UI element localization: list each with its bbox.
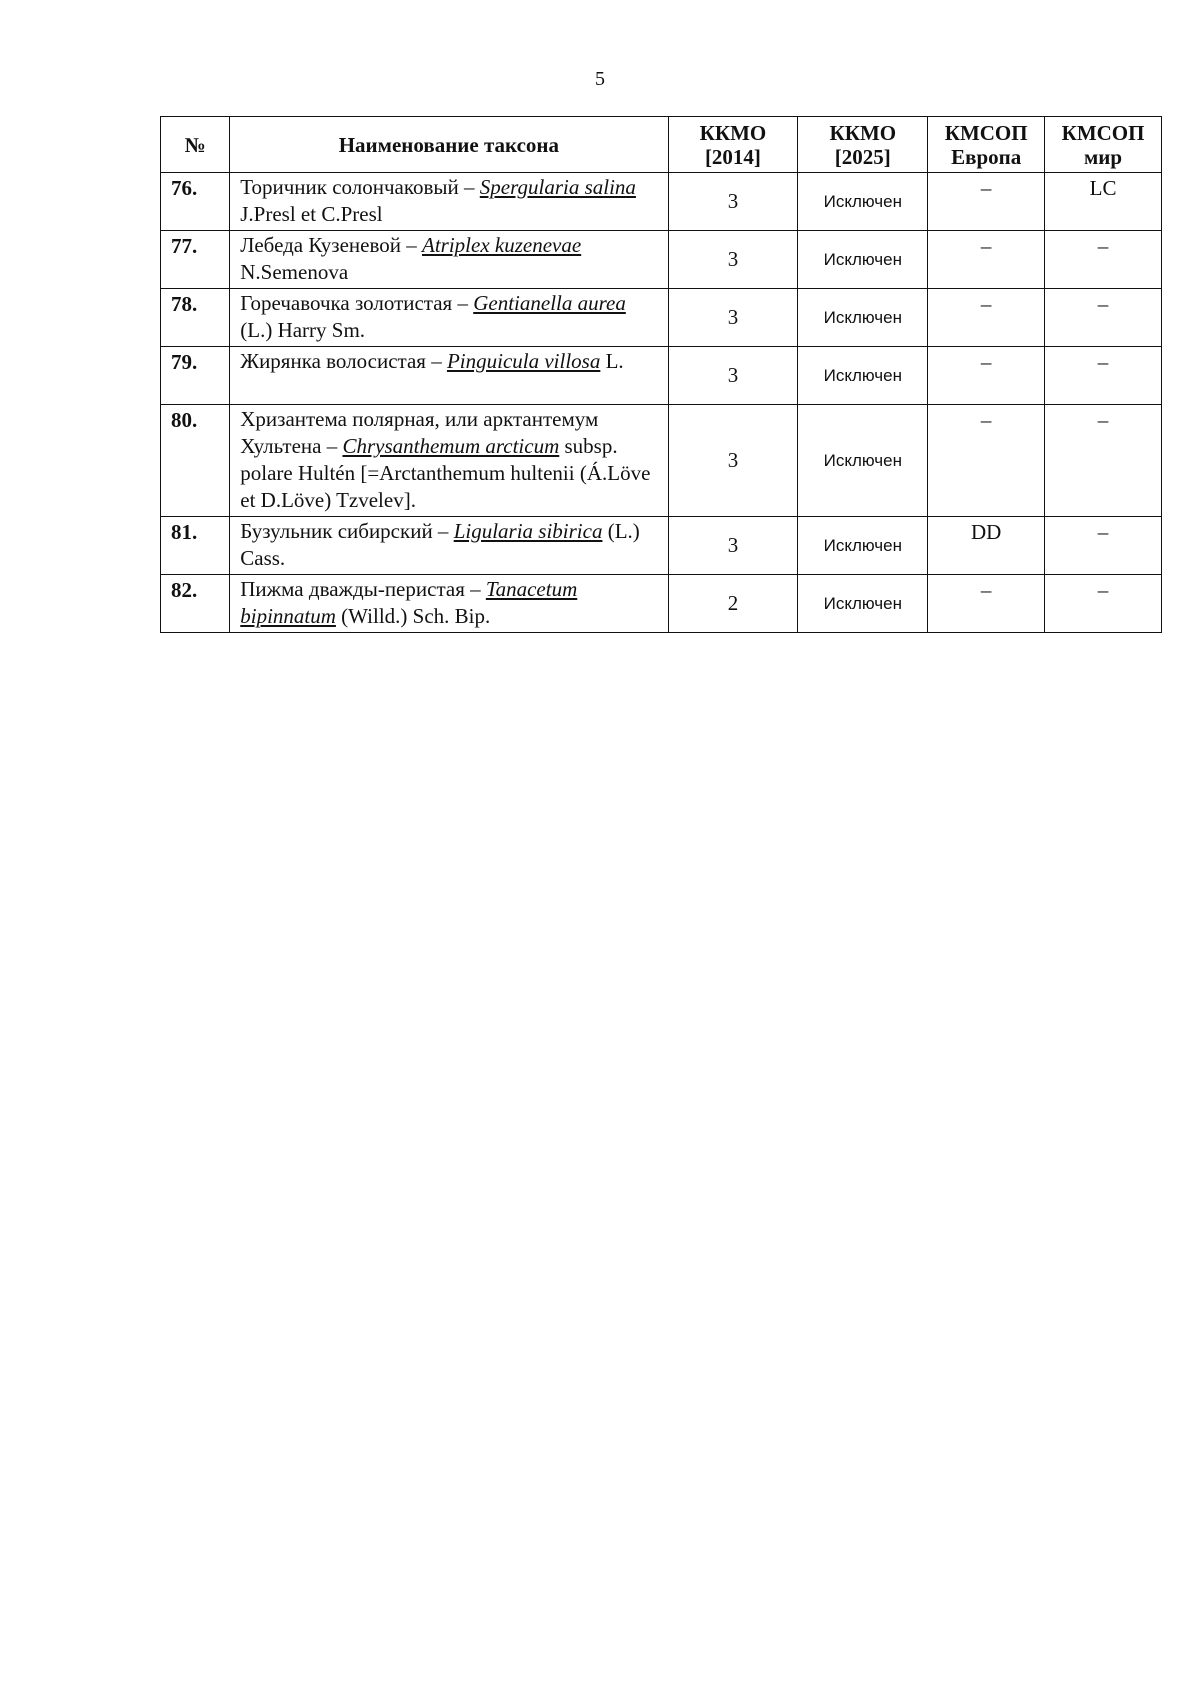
kmsop-world-value: – (1045, 231, 1162, 289)
taxon-name: Хризантема полярная, или арктантемум Хультена – Chrysanthemum arcticum subsp. polare Hultén [=Arctanthemum hultenii (Á.Löve et D.Löve) Tzvelev]. (230, 405, 668, 517)
row-number: 79. (161, 347, 230, 405)
header-kmsop-world: КМСОП мир (1045, 117, 1162, 173)
taxon-name: Жирянка волосистая – Pinguicula villosa L. (230, 347, 668, 405)
table-row (161, 575, 1162, 633)
kkmo-2014-value: 3 (668, 231, 798, 289)
header-name: Наименование таксона (230, 117, 668, 173)
row-number: 78. (161, 289, 230, 347)
kkmo-2025-value: Исключен (798, 289, 928, 347)
row-number: 77. (161, 231, 230, 289)
table-row (161, 405, 1162, 517)
row-number: 82. (161, 575, 230, 633)
row-number: 80. (161, 405, 230, 517)
kmsop-world-value: – (1045, 575, 1162, 633)
table-row (161, 231, 1162, 289)
table-row (161, 289, 1162, 347)
taxon-name: Горечавочка золотистая – Gentianella aurea (L.) Harry Sm. (230, 289, 668, 347)
kmsop-europe-value: DD (928, 517, 1045, 575)
kmsop-world-value: – (1045, 347, 1162, 405)
taxon-name: Лебеда Кузеневой – Atriplex kuzenevae N.Semenova (230, 231, 668, 289)
taxon-name: Пижма дважды-перистая – Tanacetum bipinnatum (Willd.) Sch. Bip. (230, 575, 668, 633)
kkmo-2014-value: 3 (668, 517, 798, 575)
kkmo-2025-value: Исключен (798, 575, 928, 633)
kmsop-world-value: – (1045, 405, 1162, 517)
kmsop-world-value: LC (1045, 173, 1162, 231)
kkmo-2025-value: Исключен (798, 231, 928, 289)
kmsop-europe-value: – (928, 231, 1045, 289)
header-kkmo-2014: ККМО [2014] (668, 117, 798, 173)
kkmo-2025-value: Исключен (798, 347, 928, 405)
kkmo-2025-value: Исключен (798, 517, 928, 575)
kmsop-world-value: – (1045, 289, 1162, 347)
kkmo-2014-value: 3 (668, 173, 798, 231)
table-header-row (161, 117, 1162, 173)
row-number: 81. (161, 517, 230, 575)
kmsop-europe-value: – (928, 173, 1045, 231)
kkmo-2025-value: Исключен (798, 173, 928, 231)
kkmo-2025-value: Исключен (798, 405, 928, 517)
table-row (161, 173, 1162, 231)
kmsop-europe-value: – (928, 405, 1045, 517)
taxon-name: Бузульник сибирский – Ligularia sibirica (L.) Cass. (230, 517, 668, 575)
table-row (161, 517, 1162, 575)
kkmo-2014-value: 2 (668, 575, 798, 633)
header-num: № (161, 117, 230, 173)
page-number: 5 (595, 68, 605, 90)
row-number: 76. (161, 173, 230, 231)
kkmo-2014-value: 3 (668, 347, 798, 405)
kkmo-2014-value: 3 (668, 289, 798, 347)
table-row (161, 347, 1162, 405)
kmsop-world-value: – (1045, 517, 1162, 575)
kmsop-europe-value: – (928, 289, 1045, 347)
taxon-name: Торичник солончаковый – Spergularia salina J.Presl et C.Presl (230, 173, 668, 231)
header-kmsop-europe: КМСОП Европа (928, 117, 1045, 173)
header-kkmo-2025: ККМО [2025] (798, 117, 928, 173)
taxa-table (160, 116, 1162, 633)
kkmo-2014-value: 3 (668, 405, 798, 517)
kmsop-europe-value: – (928, 347, 1045, 405)
kmsop-europe-value: – (928, 575, 1045, 633)
